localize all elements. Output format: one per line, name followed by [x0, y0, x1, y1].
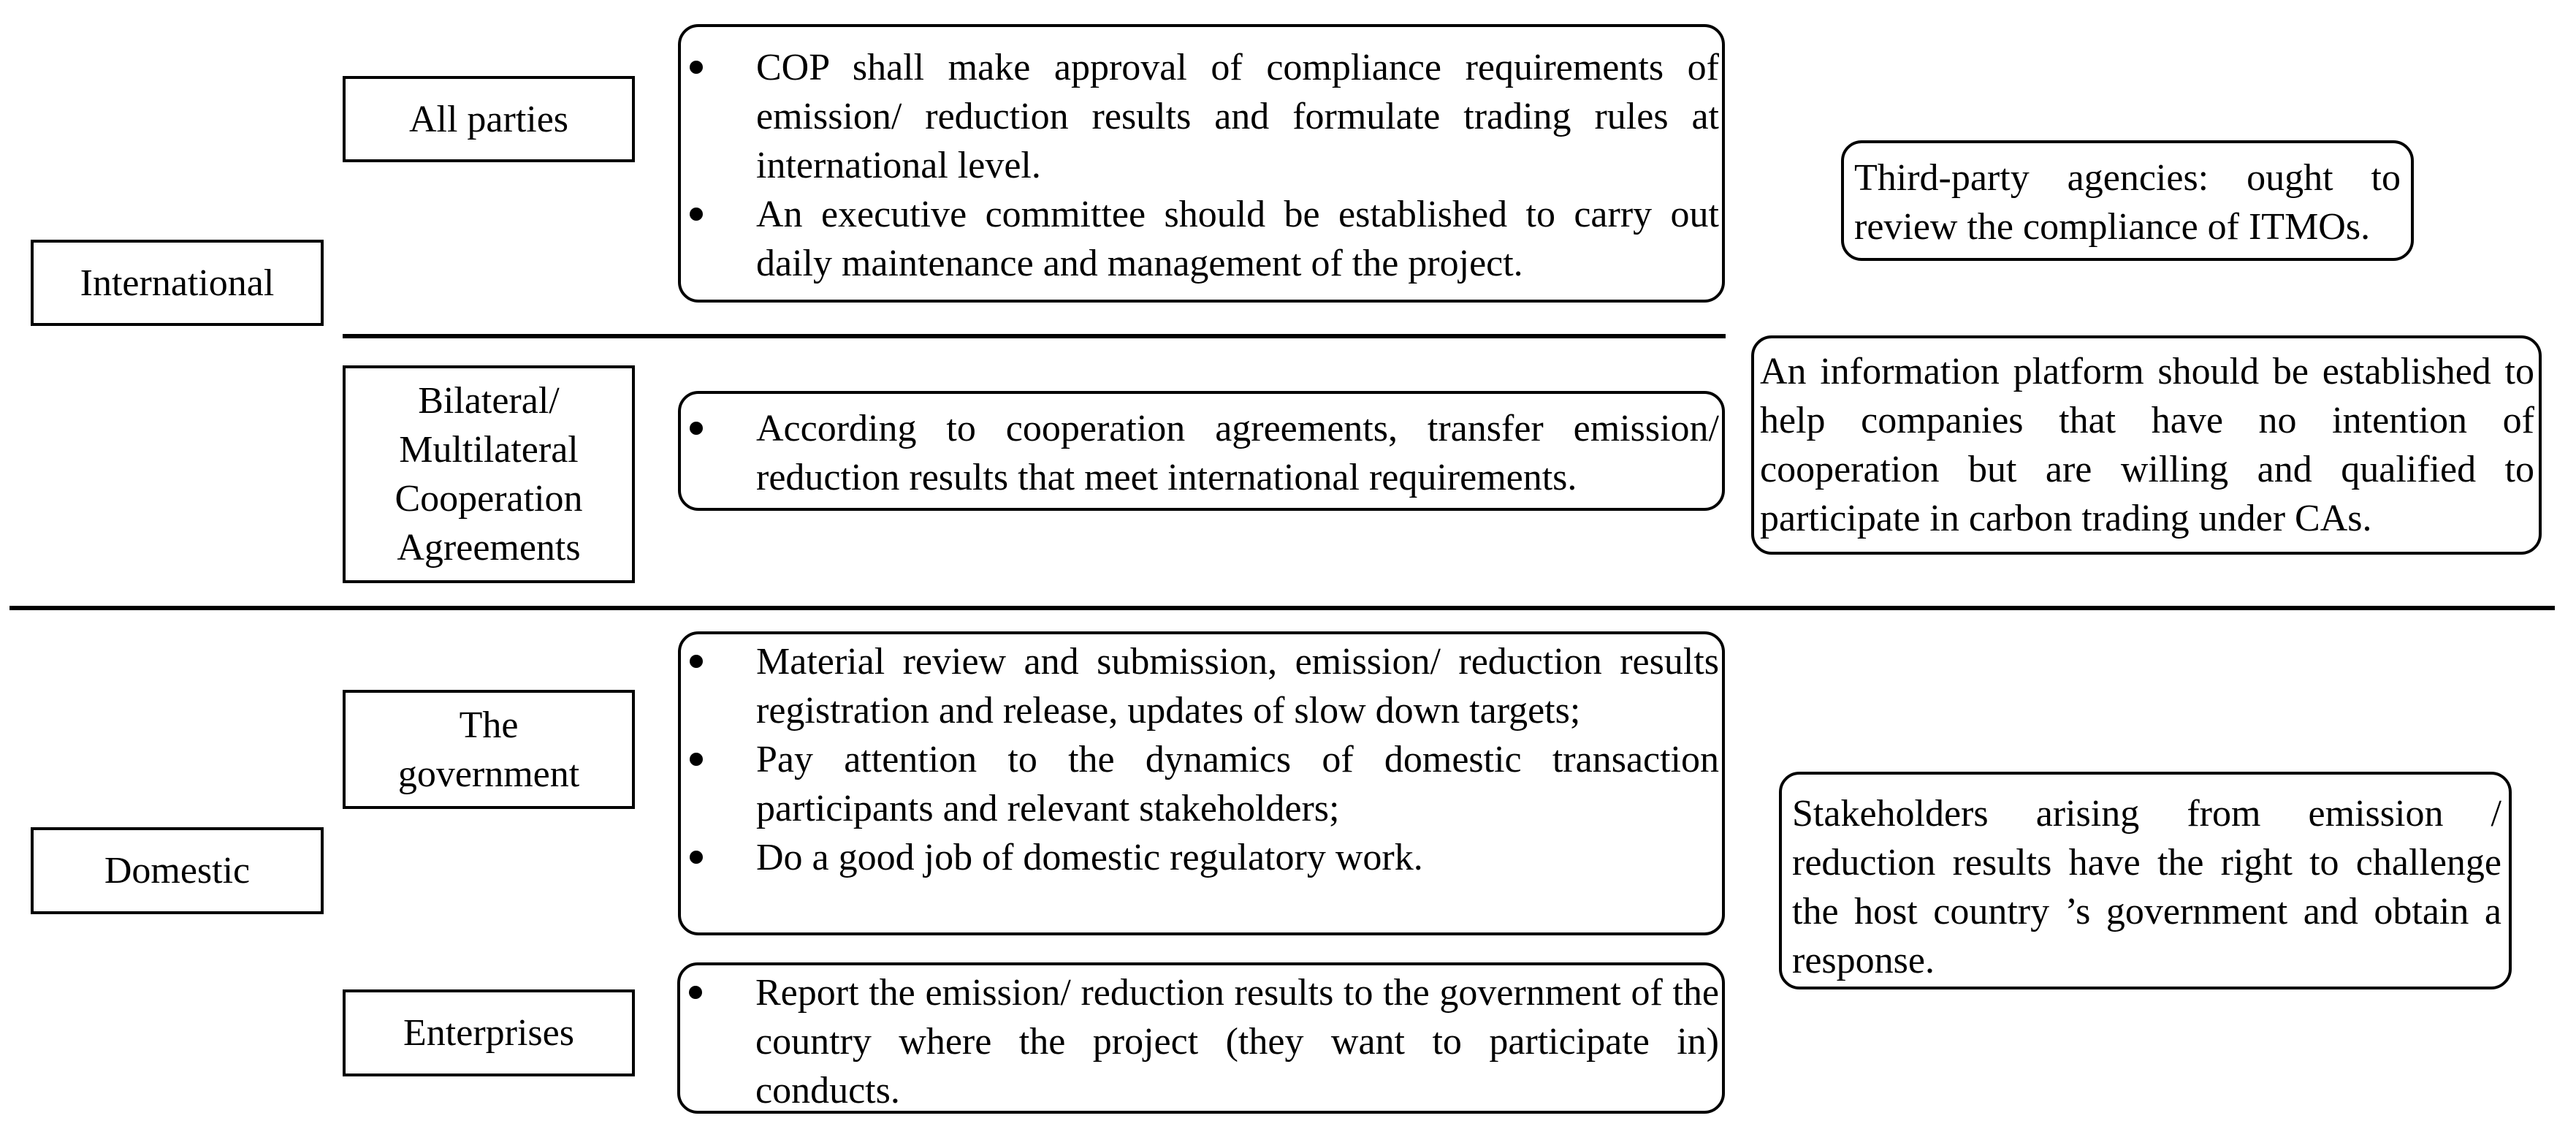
- actor-all-parties: [343, 76, 635, 162]
- bullet-icon: [690, 655, 703, 668]
- note-info-platform-text: An information platform should be established to help companies that have no intention of cooperation but are willing and qualified to participate in carbon trading under CAs.: [1760, 351, 2534, 539]
- actor-all-parties-label: All parties: [408, 98, 569, 140]
- bullet-icon: [690, 61, 703, 74]
- responsibility-bilateral: [678, 391, 1725, 511]
- note-third-party-agencies: [1841, 140, 2414, 261]
- level-international: [31, 240, 324, 326]
- bullet-icon: [689, 986, 702, 999]
- list-item: Pay attention to the dynamics of domestic transaction participants and relevant stakeholders;: [681, 735, 1722, 833]
- actor-bilateral-multilateral: [343, 365, 635, 583]
- bullet-icon: [690, 851, 703, 864]
- note-stakeholders: [1779, 772, 2512, 989]
- responsibility-list: [680, 968, 1722, 1115]
- level-domestic: [31, 827, 324, 914]
- level-domestic-label: Domestic: [104, 850, 251, 892]
- list-item: Do a good job of domestic regulatory work.: [681, 833, 1722, 882]
- list-item: Material review and submission, emission/ reduction results registration and release, updates of slow down targets;: [681, 637, 1722, 735]
- responsibility-list: [681, 404, 1722, 502]
- responsibility-list: [681, 637, 1722, 882]
- level-international-label: International: [80, 262, 275, 304]
- actor-bilateral-label-line4: Agreements: [397, 527, 581, 569]
- actor-government-label-line2: government: [397, 753, 580, 795]
- actor-bilateral-label-line1: Bilateral/: [418, 380, 560, 422]
- bullet-icon: [690, 422, 703, 435]
- divider-international-sections: [343, 334, 1726, 338]
- list-item: According to cooperation agreements, transfer emission/ reduction results that meet international requirements.: [681, 404, 1722, 502]
- note-stakeholders-text: Stakeholders arising from emission / reduction results have the right to challenge the host country ’s government and obtain a response.: [1792, 793, 2501, 981]
- responsibility-government: [678, 631, 1725, 935]
- divider-international-domestic: [9, 606, 2555, 610]
- list-item: An executive committee should be established to carry out daily maintenance and management of the project.: [681, 190, 1722, 288]
- list-item: Report the emission/ reduction results to the government of the country where the project (they want to participate in) conducts.: [680, 968, 1722, 1115]
- actor-government-label-line1: The: [459, 704, 519, 746]
- actor-enterprises: [343, 989, 635, 1076]
- actor-government: [343, 690, 635, 809]
- actor-bilateral-label-line3: Cooperation: [395, 478, 583, 520]
- responsibility-enterprises: [677, 962, 1725, 1114]
- responsibility-all-parties: [678, 24, 1725, 303]
- bullet-icon: [690, 753, 703, 766]
- actor-bilateral-label-line2: Multilateral: [399, 429, 579, 471]
- note-information-platform: [1751, 335, 2542, 555]
- list-item: COP shall make approval of compliance requirements of emission/ reduction results and formulate trading rules at international level.: [681, 43, 1722, 190]
- bullet-icon: [690, 208, 703, 221]
- responsibility-list: [681, 43, 1722, 288]
- actor-enterprises-label: Enterprises: [403, 1012, 574, 1054]
- note-third-party-text: Third-party agencies: ought to review the compliance of ITMOs.: [1854, 157, 2401, 248]
